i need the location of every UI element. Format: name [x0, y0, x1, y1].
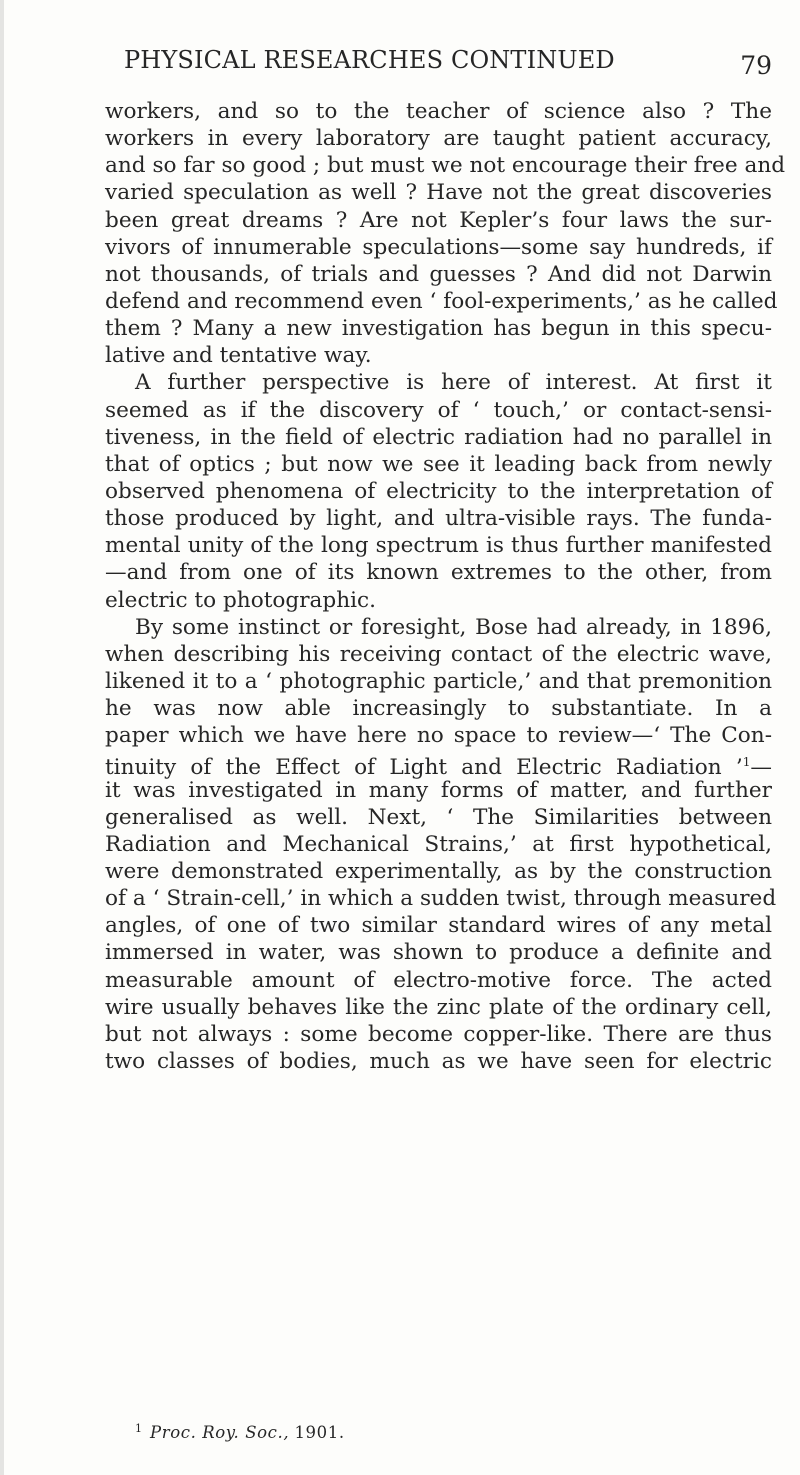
text-line: workers, and so to the teacher of science also ? The	[105, 99, 772, 124]
text-line: likened it to a ‘ photographic particle,’ and that premonition	[105, 668, 772, 694]
text-line: and so far so good ; but must we not encourage their free and	[105, 153, 786, 179]
text-line: observed phenomena of electricity to the interpretation of	[105, 478, 772, 504]
text-line-with-note	[105, 749, 772, 781]
text-line: were demonstrated experimentally, as by the construction	[105, 858, 772, 884]
running-head	[124, 35, 772, 85]
text-line: seemed as if the discovery of ‘ touch,’ or contact-sensi-	[105, 397, 772, 423]
text-line: varied speculation as well ? Have not the great discoveries	[105, 180, 772, 206]
text-line: measurable amount of electro-motive force. The acted	[105, 967, 772, 993]
text-segment: tinuity of the Effect of Light and Electric Radiation ’	[105, 755, 743, 781]
text-line: of a ‘ Strain-cell,’ in which a sudden twist, through measured	[105, 886, 777, 912]
running-title: PHYSICAL RESEARCHES CONTINUED	[124, 46, 615, 74]
text-segment: —	[750, 755, 772, 781]
footnote	[135, 1418, 345, 1444]
text-line: defend and recommend even ‘ fool-experiments,’ as he called	[105, 288, 778, 314]
text-line: immersed in water, was shown to produce a definite and	[105, 940, 772, 966]
footnote-reference: 1	[742, 755, 751, 770]
text-line: that of optics ; but now we see it leading back from newly	[105, 451, 772, 477]
text-line: lative and tentative way.	[105, 343, 372, 369]
text-line: angles, of one of two similar standard wires of any metal	[105, 913, 772, 939]
text-line: electric to photographic.	[105, 587, 376, 613]
footnote-journal: Proc. Roy. Soc.,	[150, 1423, 290, 1442]
text-line: mental unity of the long spectrum is thus further manifested	[105, 533, 772, 559]
text-line: he was now able increasingly to substantiate. In a	[105, 696, 772, 722]
text-line: when describing his receiving contact of the electric wave,	[105, 641, 772, 667]
body-text	[105, 98, 786, 1075]
text-line: been great dreams ? Are not Kepler’s four laws the sur-	[105, 207, 772, 233]
text-line: it was investigated in many forms of matter, and further	[105, 777, 772, 803]
text-line: but not always : some become copper-like. There are thus	[105, 1021, 772, 1047]
text-line: paper which we have here no space to review—‘ The Con-	[105, 723, 772, 749]
page-number: 79	[740, 51, 772, 80]
text-line: Radiation and Mechanical Strains,’ at first hypothetical,	[105, 831, 772, 857]
text-line: —and from one of its known extremes to the other, from	[105, 560, 772, 586]
text-line: two classes of bodies, much as we have seen for electric	[105, 1048, 772, 1074]
text-line: not thousands, of trials and guesses ? And did not Darwin	[105, 261, 772, 287]
text-line: workers in every laboratory are taught patient accuracy,	[105, 126, 772, 152]
page-edge	[0, 0, 4, 1475]
text-line: tiveness, in the field of electric radiation had no parallel in	[105, 424, 772, 450]
text-line: By some instinct or foresight, Bose had already, in 1896,	[135, 614, 772, 640]
text-line: them ? Many a new investigation has begun in this specu-	[105, 316, 772, 342]
footnote-marker: 1	[135, 1422, 142, 1435]
text-line: generalised as well. Next, ‘ The Similarities between	[105, 804, 772, 830]
text-line: wire usually behaves like the zinc plate of the ordinary cell,	[105, 994, 772, 1020]
text-line: vivors of innumerable speculations—some say hundreds, if	[105, 234, 772, 260]
text-line: those produced by light, and ultra-visible rays. The funda-	[105, 506, 772, 532]
footnote-year: 1901.	[294, 1423, 345, 1442]
text-line: A further perspective is here of interest. At first it	[135, 370, 772, 396]
